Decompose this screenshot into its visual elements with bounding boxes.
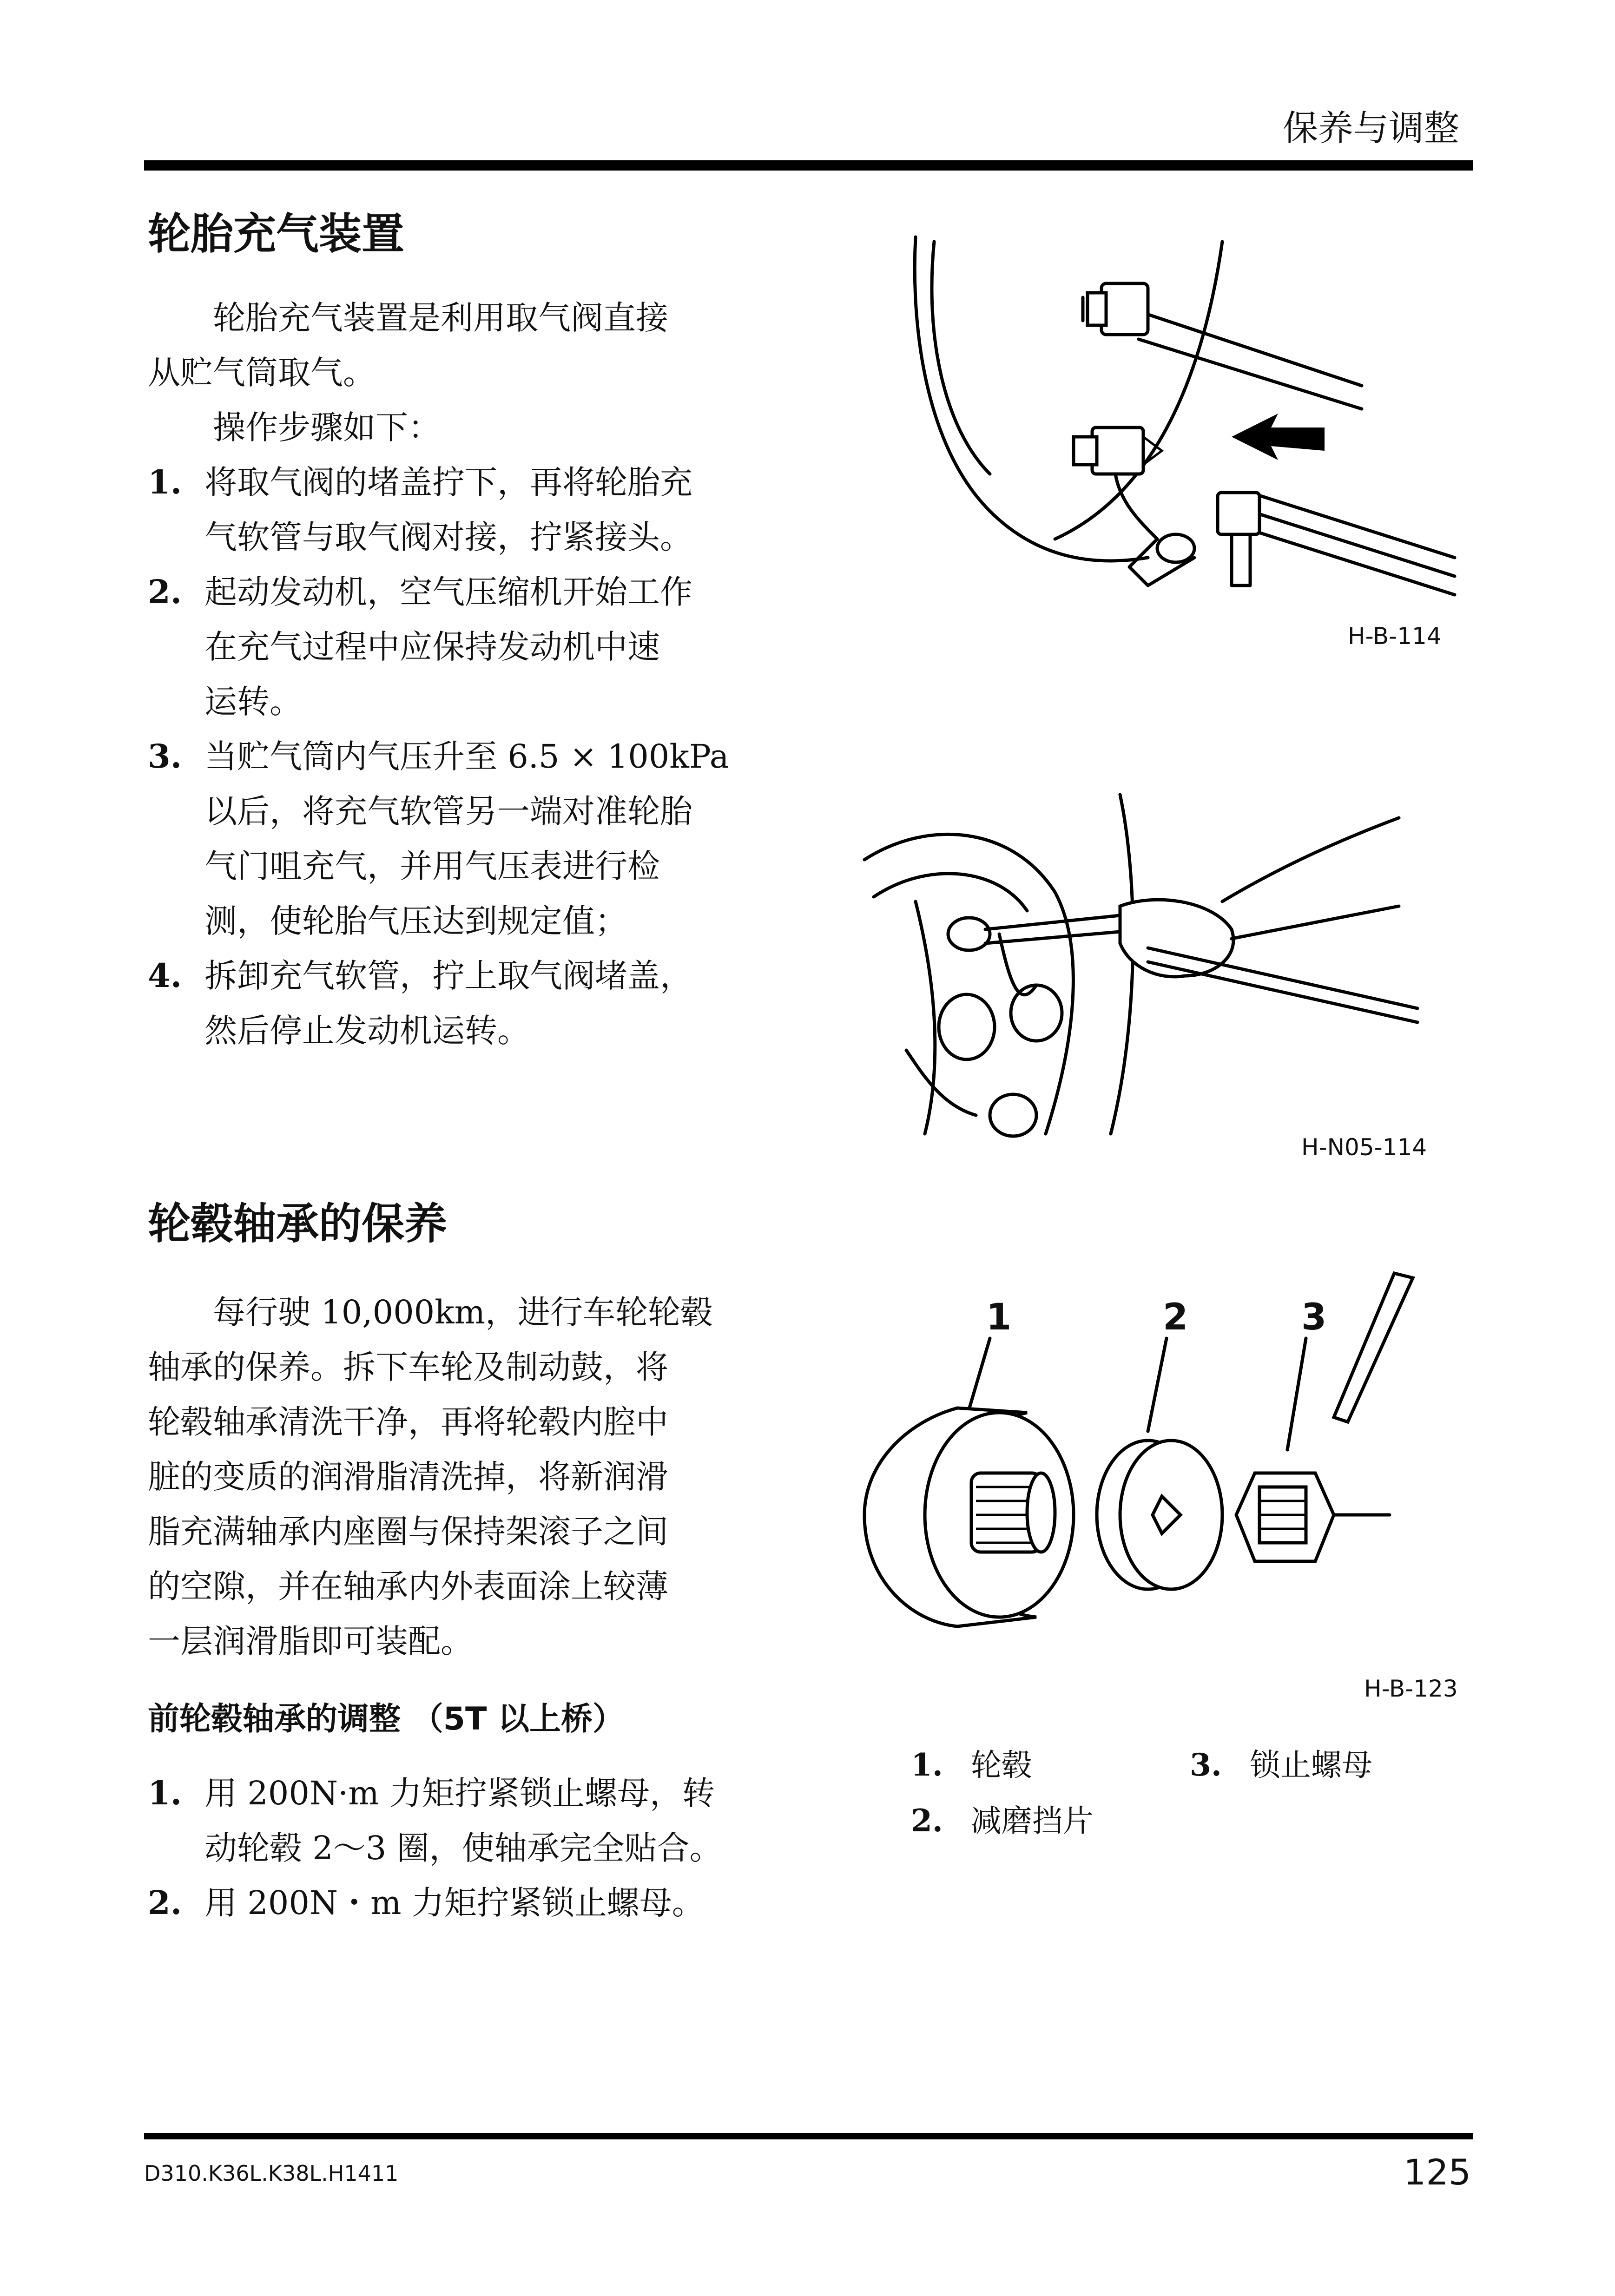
figure-tire-inflation bbox=[860, 790, 1417, 1143]
section-title-hub-bearing-maintenance: 轮毂轴承的保养 bbox=[148, 1199, 448, 1249]
adjust-step-1 bbox=[148, 1766, 826, 1875]
step-1 bbox=[148, 455, 808, 565]
step-line: 以后，将充气软管另一端对准轮胎 bbox=[204, 792, 692, 830]
figure-caption: H-B-123 bbox=[1364, 1675, 1458, 1702]
legend-number: 2. bbox=[911, 1803, 943, 1839]
paragraph-line: 一层润滑脂即可装配。 bbox=[148, 1622, 473, 1660]
figure-air-valve bbox=[897, 232, 1455, 623]
paragraph-line: 的空隙，并在轴承内外表面涂上较薄 bbox=[148, 1567, 668, 1605]
step-line: 气软管与取气阀对接，拧紧接头。 bbox=[204, 518, 692, 556]
legend-item-2 bbox=[911, 1796, 1094, 1840]
step-number: 3. bbox=[148, 737, 182, 776]
page-number: 125 bbox=[1404, 2151, 1471, 2193]
step-4 bbox=[148, 948, 808, 1058]
section-title-front-hub-adjustment: 前轮毂轴承的调整 （5T 以上桥） bbox=[148, 1701, 625, 1737]
figure-caption: H-B-114 bbox=[1348, 623, 1442, 650]
steps-title: 操作步骤如下： bbox=[213, 408, 441, 447]
step-line: 将取气阀的堵盖拧下，再将轮胎充 bbox=[204, 463, 692, 501]
legend-number: 1. bbox=[911, 1747, 943, 1783]
intro-line-1: 轮胎充气装置是利用取气阀直接 bbox=[213, 299, 668, 337]
footer-rule bbox=[144, 2133, 1473, 2139]
step-number: 2. bbox=[148, 1883, 182, 1922]
running-header-section: 保养与调整 bbox=[1283, 107, 1459, 149]
adjust-step-2 bbox=[148, 1875, 826, 1930]
paragraph-line: 脂充满轴承内座圈与保持架滚子之间 bbox=[148, 1513, 668, 1551]
legend-label: 锁止螺母 bbox=[1249, 1747, 1372, 1783]
step-line: 动轮毂 2～3 圈，使轴承完全贴合。 bbox=[204, 1829, 722, 1867]
legend-label: 轮毂 bbox=[970, 1747, 1032, 1783]
step-line: 运转。 bbox=[204, 683, 302, 721]
callout-2: 2 bbox=[1163, 1296, 1188, 1338]
step-number: 2. bbox=[148, 572, 182, 611]
step-line: 起动发动机，空气压缩机开始工作 bbox=[204, 573, 692, 611]
legend-label: 减磨挡片 bbox=[970, 1803, 1094, 1839]
section3-body bbox=[148, 1766, 826, 1930]
legend-item-3 bbox=[1190, 1740, 1372, 1784]
paragraph-line: 每行驶 10,000km，进行车轮轮毂 bbox=[213, 1293, 713, 1331]
step-number: 4. bbox=[148, 956, 182, 995]
document-code: D310.K36L.K38L.H1411 bbox=[144, 2161, 399, 2186]
callout-1: 1 bbox=[986, 1296, 1012, 1338]
step-number: 1. bbox=[148, 1774, 182, 1812]
step-line: 气门咀充气，并用气压表进行检 bbox=[204, 847, 660, 885]
paragraph-line: 轮毂轴承清洗干净，再将轮毂内腔中 bbox=[148, 1403, 668, 1441]
step-line: 在充气过程中应保持发动机中速 bbox=[204, 628, 660, 666]
section-title-tire-inflation: 轮胎充气装置 bbox=[148, 209, 405, 259]
step-line: 拆卸充气软管，拧上取气阀堵盖， bbox=[204, 957, 692, 995]
step-line: 用 200N·m 力矩拧紧锁止螺母，转 bbox=[204, 1774, 715, 1812]
intro-line-2: 从贮气筒取气。 bbox=[148, 354, 376, 392]
step-line: 测，使轮胎气压达到规定值； bbox=[204, 902, 627, 940]
legend-item-1 bbox=[911, 1740, 1032, 1784]
paragraph-line: 轴承的保养。拆下车轮及制动鼓，将 bbox=[148, 1348, 668, 1386]
paragraph-line: 脏的变质的润滑脂清洗掉，将新润滑 bbox=[148, 1458, 668, 1496]
section1-body bbox=[148, 290, 808, 1058]
step-line: 用 200N・m 力矩拧紧锁止螺母。 bbox=[204, 1884, 705, 1922]
step-3 bbox=[148, 729, 808, 948]
step-number: 1. bbox=[148, 463, 182, 501]
section2-body bbox=[148, 1285, 808, 1669]
header-rule bbox=[144, 160, 1473, 171]
legend-number: 3. bbox=[1190, 1747, 1222, 1783]
step-2 bbox=[148, 565, 808, 729]
figure-hub-parts bbox=[850, 1255, 1455, 1682]
step-line: 当贮气筒内气压升至 6.5 × 100kPa bbox=[204, 737, 729, 776]
figure-caption: H-N05-114 bbox=[1301, 1134, 1427, 1161]
callout-3: 3 bbox=[1301, 1296, 1327, 1338]
step-line: 然后停止发动机运转。 bbox=[204, 1012, 530, 1050]
